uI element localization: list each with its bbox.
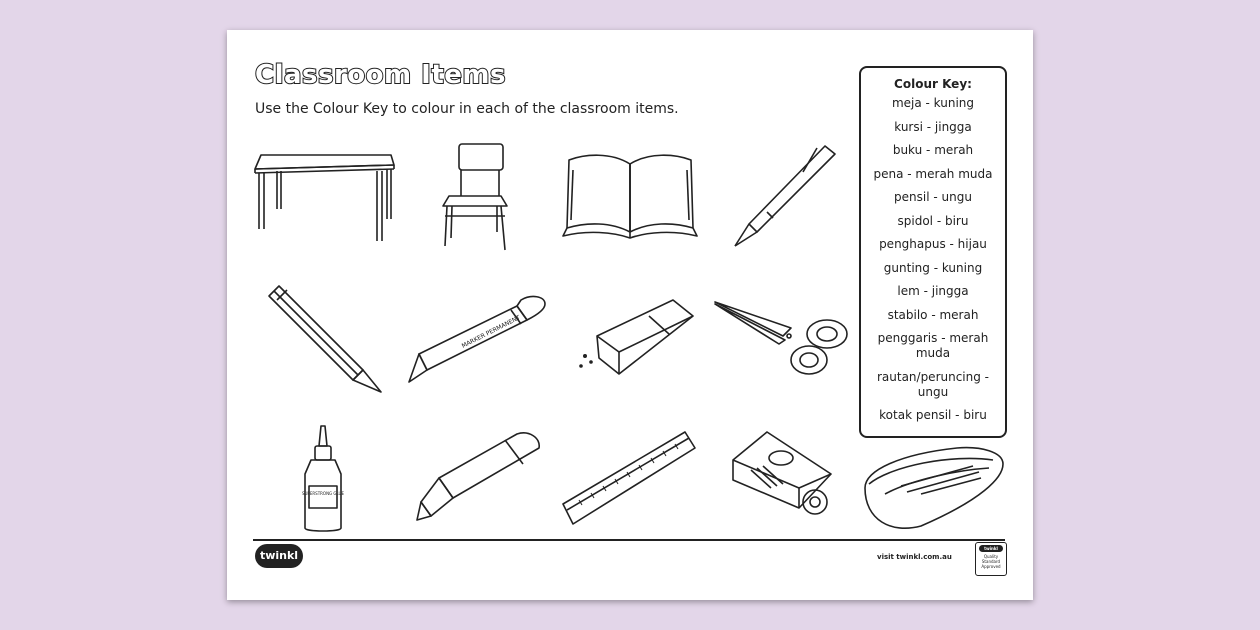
desk-illustration (251, 147, 397, 244)
colour-key-title: Colour Key: (894, 77, 972, 91)
worksheet-instructions: Use the Colour Key to colour in each of the classroom items. (255, 101, 679, 117)
footer-divider (253, 539, 1005, 541)
colour-key-entry: gunting - kuning (883, 260, 983, 275)
sharpener-illustration (727, 428, 837, 528)
colour-key-entry: pena - merah muda (873, 166, 993, 181)
colour-key-entry: lem - jingga (897, 284, 969, 298)
colour-key-entry: penggaris - merah muda (877, 331, 989, 360)
pencil-case-illustration (861, 440, 1007, 534)
colour-key-entry: kotak pensil - biru (879, 408, 987, 422)
colour-key-entry: penghapus - hijau (879, 237, 987, 251)
quality-badge-text: Quality Standard Approved (981, 554, 1001, 569)
highlighter-illustration (413, 430, 545, 524)
quality-badge (975, 542, 1007, 576)
colour-key-entry: rautan/peruncing - ungu (876, 369, 990, 399)
marker-illustration (403, 292, 549, 386)
colour-key-entry: buku - merah (892, 143, 974, 157)
quality-badge-logo: twinkl (979, 545, 1003, 552)
colour-key-list (861, 96, 1005, 423)
marker-label: MARKER PERMANENT (460, 314, 522, 350)
colour-key-entry: stabilo - merah (887, 307, 979, 322)
ruler-illustration (561, 430, 697, 528)
book-illustration (561, 150, 699, 240)
glue-label: SUPERSTRONG GLUE (301, 491, 345, 496)
colour-key-entry: pensil - ungu (894, 190, 972, 204)
worksheet (227, 30, 1033, 600)
eraser-illustration (577, 296, 701, 378)
pencil-illustration (263, 282, 385, 394)
colour-key-entry: kursi - jingga (894, 119, 972, 134)
worksheet-title: Classroom Items (255, 60, 506, 90)
colour-key (859, 66, 1007, 438)
colour-key-entry: spidol - biru (897, 213, 969, 228)
chair-illustration (439, 140, 511, 252)
glue-bottle-illustration (301, 424, 345, 534)
pen-illustration (727, 142, 839, 252)
scissors-illustration (713, 296, 851, 378)
colour-key-entry: meja - kuning (891, 96, 975, 110)
footer-url: visit twinkl.com.au (877, 553, 952, 561)
twinkl-logo: twinkl (255, 544, 303, 568)
